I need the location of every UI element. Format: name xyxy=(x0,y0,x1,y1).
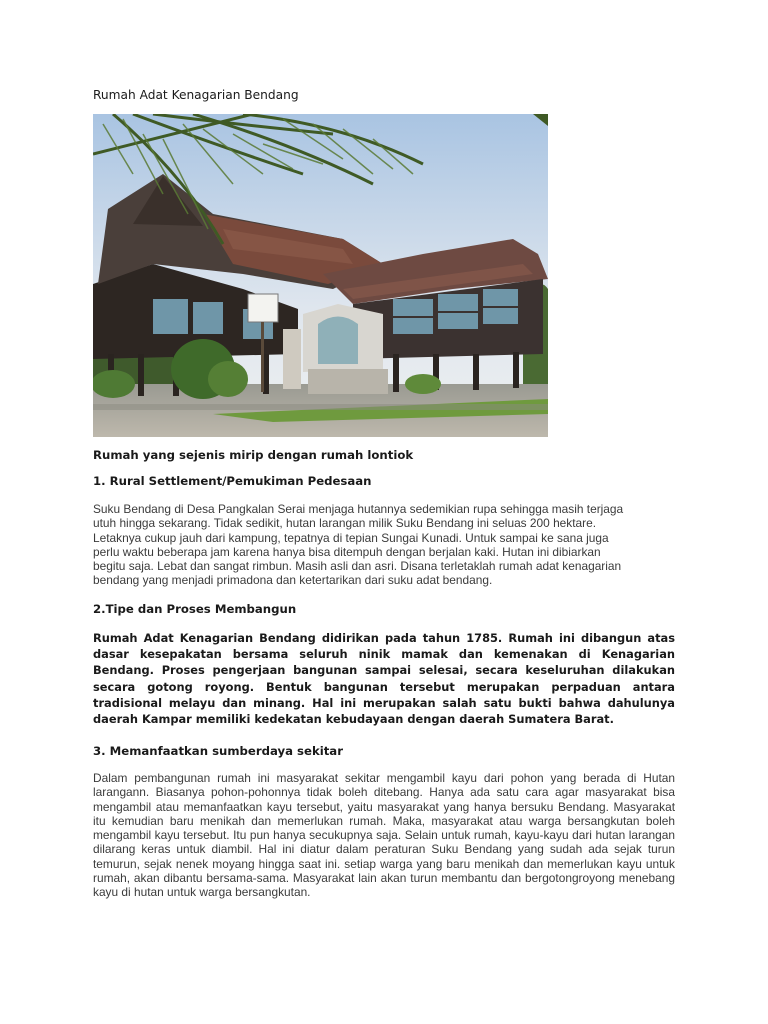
paragraph-line: Suku Bendang di Desa Pangkalan Serai menjaga hutannya sedemikian rupa sehingga masih terjaga xyxy=(93,502,624,516)
section-heading-2: 2.Tipe dan Proses Membangun xyxy=(93,602,297,616)
paragraph-line: begitu saja. Lebat dan sangat rimbun. Masih asli dan asri. Disana terletaklah rumah adat kenagarian xyxy=(93,559,622,574)
paragraph-line: utuh hingga sekarang. Tidak sedikit, hutan larangan milik Suku Bendang ini seluas 200 hektare. xyxy=(93,516,597,531)
section-paragraph-3: Dalam pembangunan rumah ini masyarakat sekitar mengambil kayu dari pohon yang berada di Hutan larangann. Biasanya pohon-pohonnya tidak boleh ditebang. Hanya ada satu cara agar masyarakat bisa mengambil atau memanfaatkan kayu tersebut, yaitu masyarakat yang hanya bersuku Bendang. Masyarakat itu kemudian baru menikah dan memerlukan rumah. Maka, masyarakat atau warga bersangkutan boleh mengambil kayu tersebut. Itu pun hanya secukupnya saja. Selain untuk rumah, kayu-kayu dari hutan larangan dilarang keras untuk diambil. Hal ini diatur dalam peraturan Suku Bendang yang sudah ada sejak turun temurun, sejak nenek moyang hingga saat ini. setiap warga yang baru menikah dan memerlukan kayu untuk rumah, akan dibantu bersama-sama. Masyarakat lain akan turun membantu dan bergotongroyong menebang kayu di hutan untuk warga bersangkutan. xyxy=(93,771,675,900)
paragraph-line: bendang yang menjadi primadona dan ketertarikan dari suku adat bendang. xyxy=(93,573,493,588)
section-heading-3: 3. Memanfaatkan sumberdaya sekitar xyxy=(93,744,343,758)
section-heading-1: 1. Rural Settlement/Pemukiman Pedesaan xyxy=(93,474,372,488)
house-photo xyxy=(93,114,548,437)
document-title: Rumah Adat Kenagarian Bendang xyxy=(93,88,299,102)
photo-caption: Rumah yang sejenis mirip dengan rumah lontiok xyxy=(93,448,414,462)
traditional-house-image xyxy=(93,114,548,437)
section-paragraph-2: Rumah Adat Kenagarian Bendang didirikan pada tahun 1785. Rumah ini dibangun atas dasar kesepakatan bersama seluruh ninik mamak dan kemenakan di Kenagarian Bendang. Proses pengerjaan bangunan sampai selesai, secara keseluruhan dilakukan secara gotong royong. Bentuk bangunan tersebut merupakan perpaduan antara tradisional melayu dan minang. Hal ini merupakan salah satu bukti bahwa dahulunya daerah Kampar memiliki kedekatan kebudayaan dengan daerah Sumatera Barat. xyxy=(93,631,675,727)
section-paragraph-1 xyxy=(93,502,675,588)
paragraph-line: Letaknya cukup jauh dari kampung, tepatnya di tepian Sungai Kunadi. Untuk sampai ke sana juga xyxy=(93,530,609,545)
paragraph-line: perlu waktu beberapa jam karena hanya bisa ditempuh dengan berjalan kaki. Hutan ini dibiarkan xyxy=(93,544,601,559)
